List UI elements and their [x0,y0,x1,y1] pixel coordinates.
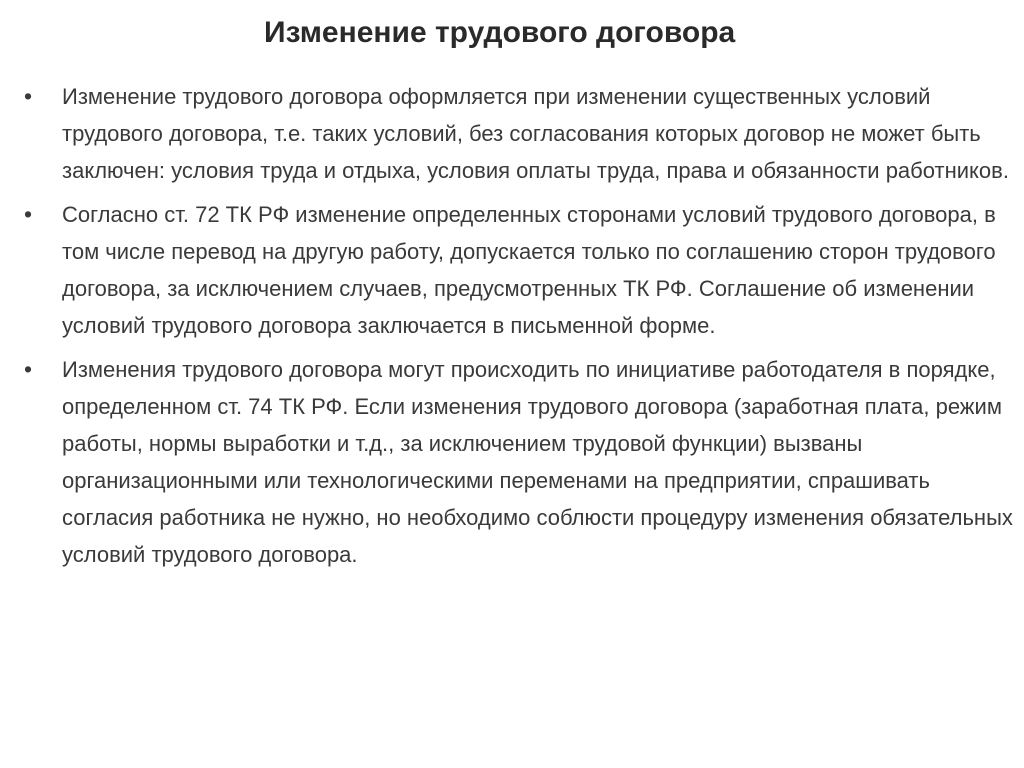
bullet-item-1 [0,78,1024,189]
slide-title: Изменение трудового договора [264,16,736,49]
bullet-text-2: Согласно ст. 72 ТК РФ изменение определенных сторонами условий трудового договора, в том числе перевод на другую работу, допускается только по соглашению сторон трудового договора, за исключением случаев, предусмотренных ТК РФ. Соглашение об изменении условий трудового договора заключается в письменной форме. [62,202,996,338]
bullet-item-2 [0,196,1024,344]
bullet-item-3 [0,351,1024,573]
bullet-text-3: Изменения трудового договора могут происходить по инициативе работодателя в порядке, определенном ст. 74 ТК РФ. Если изменения трудового договора (заработная плата, режим работы, нормы выработки и т.д., за исключением трудовой функции) вызваны организационными или технологическими переменами на предприятии, спрашивать согласия работника не нужно, но необходимо соблюсти процедуру изменения обязательных условий трудового договора. [62,357,1013,567]
bullet-dot-icon: • [24,201,33,227]
bullet-text-1: Изменение трудового договора оформляется при изменении существенных условий трудового договора, т.е. таких условий, без согласования которых договор не может быть заключен: условия труда и отдыха, условия оплаты труда, права и обязанности работников. [62,84,1009,183]
bullet-dot-icon: • [24,356,33,382]
bullet-list [0,78,1024,580]
bullet-dot-icon: • [24,83,33,109]
